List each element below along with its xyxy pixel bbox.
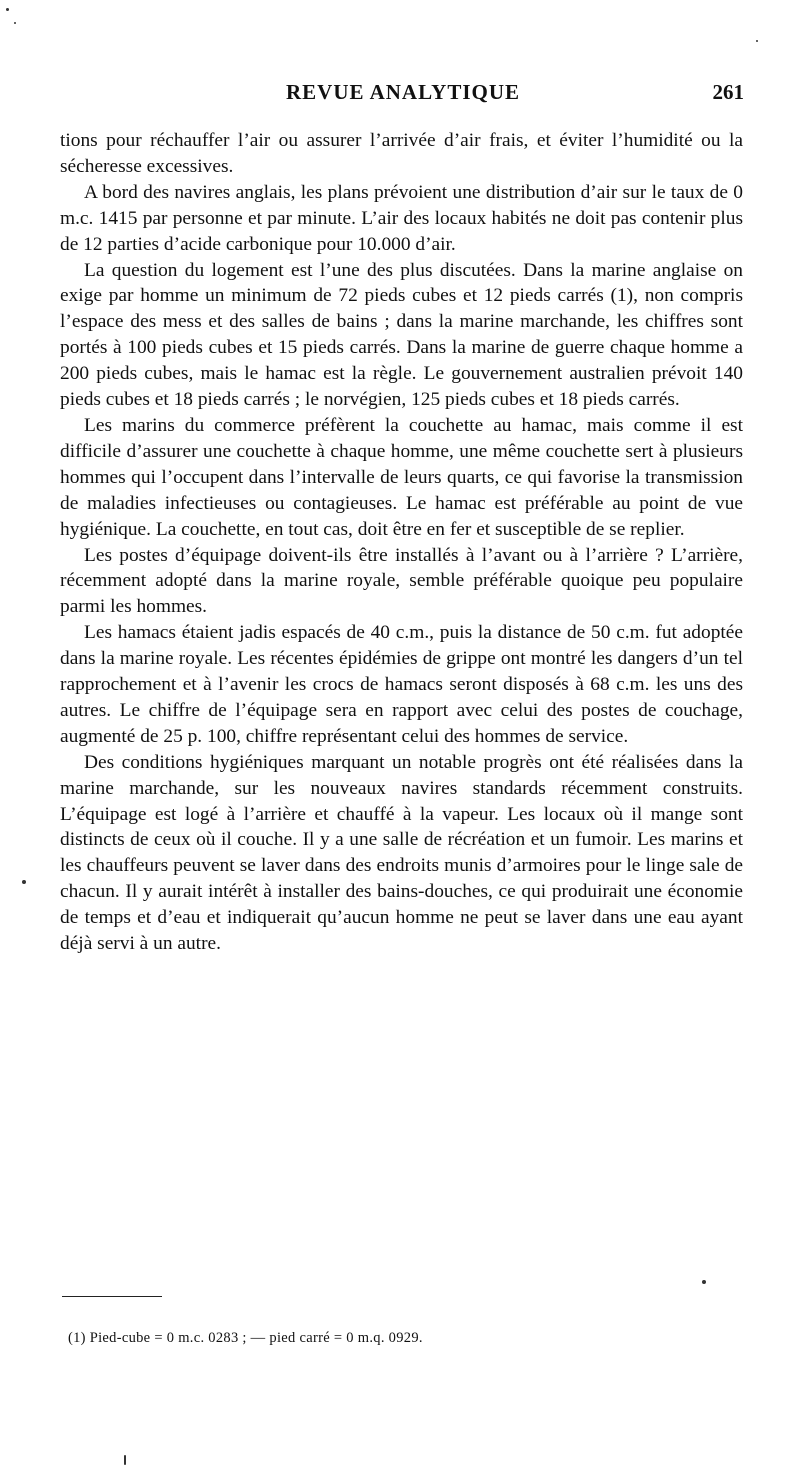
running-title: REVUE ANALYTIQUE bbox=[285, 80, 521, 104]
paragraph: La question du logement est l’une des plus discutées. Dans la marine anglaise on exige par homme un minimum de 72 pieds cubes et 12 pieds carrés (1), non compris l’espace des mess et des salles de bains ; dans la marine marchande, les chiffres sont portés à 100 pieds cubes et 15 pieds carrés. Dans la marine de guerre chaque homme a 200 pieds cubes, mais le hamac est la règle. Le gouvernement australien prévoit 140 pieds cubes et 18 pieds carrés ; le norvégien, 125 pieds cubes et 18 pieds carrés. bbox=[60, 259, 743, 411]
body-text bbox=[60, 128, 743, 957]
paragraph: Les hamacs étaient jadis espacés de 40 c.m., puis la distance de 50 c.m. fut adoptée dans la marine royale. Les récentes épidémies de grippe ont montré les dangers d’un tel rapprochement et à l’avenir les crocs de hamacs seront disposés à 68 c.m. les uns des autres. Le chiffre de l’équipage sera en rapport avec celui des postes de couchage, augmenté de 25 p. 100, chiffre représentant celui des hommes de service. bbox=[60, 622, 743, 747]
page-header bbox=[62, 76, 744, 110]
paragraph: Les marins du commerce préfèrent la couchette au hamac, mais comme il est difficile d’assurer une couchette à chaque homme, une même couchette sert à plusieurs hommes qui l’occupent dans l’intervalle de leurs quarts, ce qui favorise la transmission de maladies infectieuses ou contagieuses. Le hamac est préférable au point de vue hygiénique. La couchette, en tout cas, doit être en fer et susceptible de se replier. bbox=[60, 414, 743, 540]
footnote-rule bbox=[62, 1296, 162, 1297]
footnote: (1) Pied-cube = 0 m.c. 0283 ; — pied carré = 0 m.q. 0929. bbox=[68, 1330, 423, 1346]
page-number: 261 bbox=[712, 80, 744, 104]
paragraph: Des conditions hygiéniques marquant un notable progrès ont été réalisées dans la marine marchande, sur les nouveaux navires standards récemment construits. L’équipage est logé à l’arrière et chauffé à la vapeur. Les locaux où il mange sont distincts de ceux où il couche. Il y a une salle de récréation et un fumoir. Les marins et les chauffeurs peuvent se laver dans des endroits munis d’armoires pour le linge sale de chacun. Il y aurait intérêt à installer des bains-douches, ce qui produirait une économie de temps et d’eau et indiquerait qu’aucun homme ne peut se laver dans une eau ayant déjà servi à un autre. bbox=[60, 751, 743, 955]
paragraph: tions pour réchauffer l’air ou assurer l’arrivée d’air frais, et éviter l’humidité ou la sécheresse excessives. bbox=[60, 130, 743, 177]
paragraph: A bord des navires anglais, les plans prévoient une distribution d’air sur le taux de 0 m.c. 1415 par personne et par minute. L’air des locaux habités ne doit pas contenir plus de 12 parties d’acide carbonique pour 10.000 d’air. bbox=[60, 181, 743, 255]
paragraph: Les postes d’équipage doivent-ils être installés à l’avant ou à l’arrière ? L’arrière, récemment adopté dans la marine royale, semble préférable quoique peu populaire parmi les hommes. bbox=[60, 544, 743, 618]
